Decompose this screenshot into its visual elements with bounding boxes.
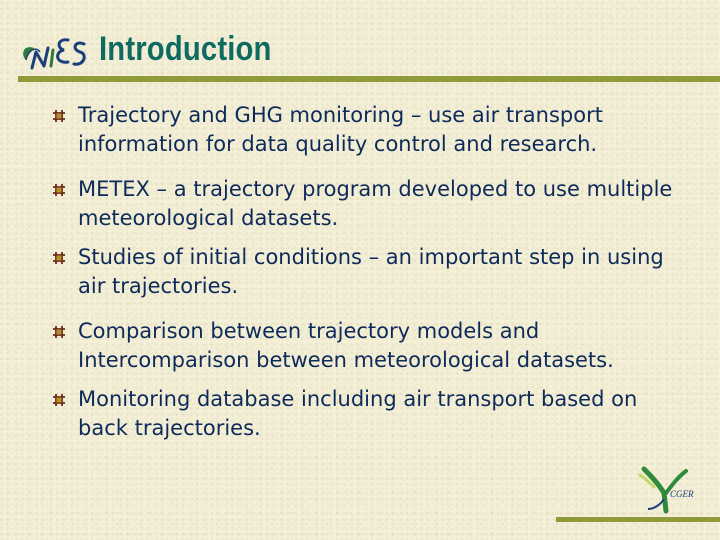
bullet-item: [50, 101, 690, 159]
page-title: Introduction: [99, 30, 272, 68]
footer-divider: [556, 517, 720, 522]
cger-logo-label: CGER: [670, 489, 694, 499]
hash-bullet-icon: [52, 109, 66, 123]
cger-logo: [636, 465, 696, 517]
bullet-item: [50, 175, 690, 233]
title-divider: [18, 76, 720, 82]
bullet-text: Monitoring database including air transport based on back trajectories.: [78, 387, 638, 440]
hash-bullet-icon: [52, 183, 66, 197]
bullet-text: Studies of initial conditions – an important step in using air trajectories.: [78, 245, 664, 298]
hash-bullet-icon: [52, 393, 66, 407]
nies-logo-label: NIES: [18, 30, 21, 31]
nies-logo: [18, 30, 96, 74]
bullet-item: [50, 317, 690, 375]
bullet-item: [50, 385, 690, 443]
bullet-item: [50, 243, 690, 301]
hash-bullet-icon: [52, 251, 66, 265]
bullet-text: Trajectory and GHG monitoring – use air transport information for data quality control and research.: [78, 103, 603, 156]
bullet-text: Comparison between trajectory models and Intercomparison between meteorological datasets.: [78, 319, 614, 372]
hash-bullet-icon: [52, 325, 66, 339]
bullet-text: METEX – a trajectory program developed to use multiple meteorological datasets.: [78, 177, 673, 230]
bullet-list: [50, 101, 690, 443]
